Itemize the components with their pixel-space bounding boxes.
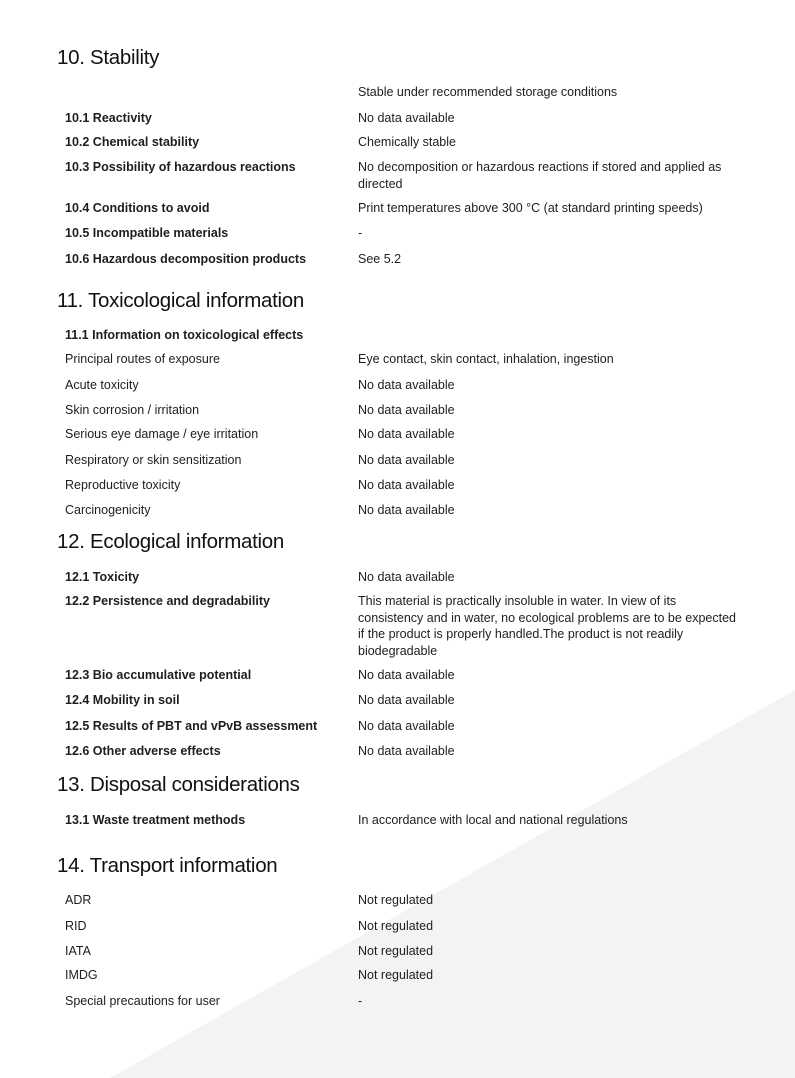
row-label: 12.1 Toxicity: [65, 570, 140, 584]
row-label: IMDG: [65, 968, 98, 982]
row-value: Not regulated: [358, 968, 434, 982]
section-title-disposal: 13. Disposal considerations: [57, 773, 300, 796]
row-label: Carcinogenicity: [65, 503, 151, 517]
section-title-transport: 14. Transport information: [57, 854, 278, 877]
toxicological-subheading: 11.1 Information on toxicological effects: [65, 328, 304, 342]
section-title-stability: 10. Stability: [57, 46, 160, 69]
row-value: No data available: [358, 719, 455, 733]
row-value: See 5.2: [358, 252, 402, 266]
section-title-toxicological: 11. Toxicological information: [57, 289, 304, 312]
row-label: 13.1 Waste treatment methods: [65, 813, 246, 827]
row-value: No data available: [358, 111, 455, 125]
row-label: 10.6 Hazardous decomposition products: [65, 252, 307, 266]
row-label: Principal routes of exposure: [65, 352, 220, 366]
row-label: 12.5 Results of PBT and vPvB assessment: [65, 719, 318, 733]
row-value: Not regulated: [358, 944, 434, 958]
row-label: Respiratory or skin sensitization: [65, 453, 242, 467]
row-label: Skin corrosion / irritation: [65, 403, 200, 417]
row-value: No data available: [358, 478, 455, 492]
row-value: No data available: [358, 453, 455, 467]
row-value: -: [358, 994, 363, 1008]
row-value: No data available: [358, 744, 455, 758]
row-label: 12.6 Other adverse effects: [65, 744, 221, 758]
section-title-ecological: 12. Ecological information: [57, 530, 284, 553]
row-label: 12.3 Bio accumulative potential: [65, 668, 252, 682]
row-value: -: [358, 226, 363, 240]
row-value: Eye contact, skin contact, inhalation, ingestion: [358, 352, 614, 366]
row-value: No data available: [358, 403, 455, 417]
row-value: No data available: [358, 693, 455, 707]
row-label: ADR: [65, 893, 92, 907]
row-value: No data available: [358, 503, 455, 517]
row-label: 10.4 Conditions to avoid: [65, 201, 210, 215]
row-value: No decomposition or hazardous reactions if stored and applied as directed: [358, 160, 722, 191]
row-label: 10.1 Reactivity: [65, 111, 152, 125]
row-label: RID: [65, 919, 87, 933]
row-value: No data available: [358, 378, 455, 392]
row-label: 10.5 Incompatible materials: [65, 226, 229, 240]
row-label: 10.3 Possibility of hazardous reactions: [65, 160, 296, 174]
row-label: Acute toxicity: [65, 378, 139, 392]
row-label: 10.2 Chemical stability: [65, 135, 200, 149]
row-value: Print temperatures above 300 °C (at standard printing speeds): [358, 201, 703, 215]
row-value: This material is practically insoluble in water. In view of its consistency and in water, no ecological problems are to be expected if the product is properly handled.The product is not readily biodegradable: [358, 594, 737, 658]
row-label: Special precautions for user: [65, 994, 220, 1008]
row-label: 12.4 Mobility in soil: [65, 693, 180, 707]
row-label: 12.2 Persistence and degradability: [65, 594, 270, 608]
row-value: Chemically stable: [358, 135, 456, 149]
row-value: In accordance with local and national regulations: [358, 813, 628, 827]
stability-intro: Stable under recommended storage conditions: [358, 85, 618, 99]
row-value: No data available: [358, 570, 455, 584]
row-value: No data available: [358, 427, 455, 441]
row-label: Serious eye damage / eye irritation: [65, 427, 259, 441]
row-value: Not regulated: [358, 893, 434, 907]
row-value: No data available: [358, 668, 455, 682]
row-label: Reproductive toxicity: [65, 478, 181, 492]
row-label: IATA: [65, 944, 91, 958]
row-value: Not regulated: [358, 919, 434, 933]
